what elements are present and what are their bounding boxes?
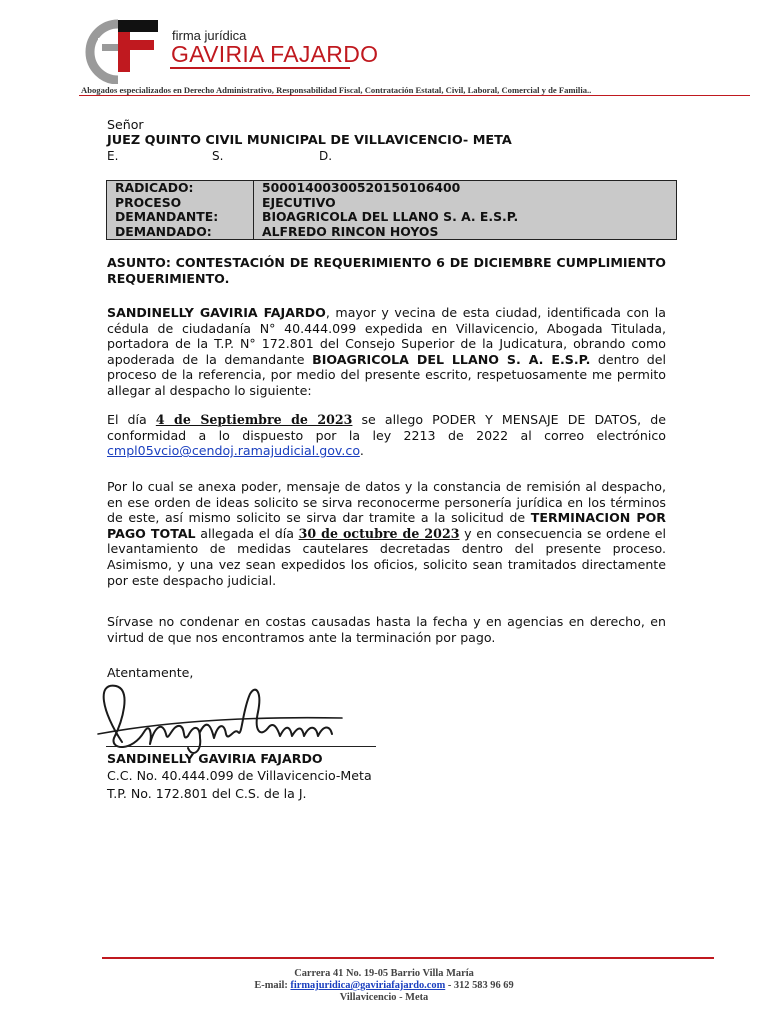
footer-divider — [102, 957, 714, 959]
firm-tagline: Abogados especializados en Derecho Administrativo, Responsabilidad Fiscal, Contratación Estatal, Civil, Laboral, Comercial y de Familia.. — [81, 85, 592, 95]
paragraph-text: El día — [107, 412, 156, 427]
footer-email-link[interactable]: firmajuridica@gaviriafajardo.com — [290, 980, 446, 991]
footer-phone: - 312 583 96 69 — [445, 980, 514, 991]
paragraph-text: dentro del proceso de la referencia, por medio del presente escrito, respetuosamente me permito allegar al despacho lo siguiente: — [107, 351, 667, 398]
court-email-link[interactable]: cmpl05vcio@cendoj.ramajudicial.gov.co — [107, 443, 360, 459]
email-label: E-mail: — [254, 980, 291, 991]
firm-logo — [78, 18, 158, 84]
lawyer-name: SANDINELLY GAVIRIA FAJARDO — [107, 305, 326, 320]
table-row — [107, 210, 677, 225]
paragraph-text: Por lo cual se anexa poder, mensaje de datos y la constancia de remisión al despacho, en ese orden de ideas solicito se sirva reconocerme personería jurídica en los términos de este, así mismo solicito se sirva dar tramite a la solicitud de — [107, 479, 666, 526]
footer-address: Carrera 41 No. 19-05 Barrio Villa María — [294, 968, 474, 979]
case-value: 50001400300520150106400 — [262, 180, 461, 195]
delivery-date: 4 de Septiembre de 2023 — [155, 412, 353, 427]
table-row — [107, 196, 677, 211]
signer-id: C.C. No. 40.444.099 de Villavicencio-Meta — [107, 768, 372, 783]
paragraph-request — [107, 479, 666, 588]
case-value: EJECUTIVO — [262, 194, 336, 210]
table-row — [107, 225, 677, 240]
paragraph-intro — [107, 305, 666, 399]
brand-underline — [170, 67, 350, 69]
case-info-table — [106, 180, 677, 240]
paragraph-text: y en consecuencia se ordene el levantamiento de medidas cautelares decretadas dentro del presente proceso. Asimismo, y una vez sean expedidos los oficios, solicito sean tramitados directamente por este despacho judicial. — [107, 525, 667, 588]
signer-name: SANDINELLY GAVIRIA FAJARDO — [107, 751, 323, 766]
header-divider — [79, 95, 750, 96]
paragraph-text: . — [359, 443, 364, 459]
case-value: BIOAGRICOLA DEL LLANO S. A. E.S.P. — [262, 209, 519, 225]
recipient-judge: JUEZ QUINTO CIVIL MUNICIPAL DE VILLAVICENCIO- META — [107, 133, 512, 148]
esd-s: S. — [212, 149, 224, 163]
footer-city: Villavicencio - Meta — [339, 992, 429, 1003]
esd-d: D. — [319, 149, 333, 163]
plaintiff-name: BIOAGRICOLA DEL LLANO S. A. E.S.P. — [312, 351, 591, 367]
case-key: DEMANDANTE: — [107, 210, 254, 225]
greeting: Señor — [107, 117, 144, 132]
subject-line: ASUNTO: CONTESTACIÓN DE REQUERIMIENTO 6 DE DICIEMBRE CUMPLIMIENTO REQUERIMIENTO. — [107, 255, 666, 286]
brand-subtitle: firma jurídica — [172, 28, 247, 43]
request-date: 30 de octubre de 2023 — [298, 525, 460, 541]
table-row — [107, 181, 677, 196]
case-value: ALFREDO RINCON HOYOS — [262, 223, 439, 239]
paragraph-text: , mayor y vecina de esta ciudad, identificada con la cédula de ciudadanía N° 40.444.099 expedida en Villavicencio, Abogada Titulada, portadora de la T.P. N° 172.801 del Consejo Superior de la Judicatura, obrando como apoderada de la demandante — [107, 305, 666, 367]
brand-name: GAVIRIA FAJARDO — [171, 41, 379, 67]
signature-line — [106, 746, 376, 747]
footer-contact — [0, 980, 768, 991]
case-key: DEMANDADO: — [107, 225, 254, 240]
paragraph-delivery — [107, 412, 666, 459]
closing: Atentamente, — [107, 665, 194, 680]
paragraph-text: se allego PODER Y MENSAJE DE DATOS, de conformidad a lo dispuesto por la ley 2213 de 2022 al correo electrónico — [107, 412, 666, 443]
case-key: RADICADO: — [107, 181, 254, 196]
esd-e: E. — [107, 149, 119, 163]
paragraph-text: allegada el día — [195, 525, 299, 541]
case-key: PROCESO — [107, 196, 254, 211]
termination-request: TERMINACION POR PAGO TOTAL — [107, 510, 666, 541]
signer-license: T.P. No. 172.801 del C.S. de la J. — [107, 786, 307, 801]
paragraph-costs: Sírvase no condenar en costas causadas hasta la fecha y en agencias en derecho, en virtud de que nos encontramos ante la terminación por pago. — [107, 614, 666, 645]
